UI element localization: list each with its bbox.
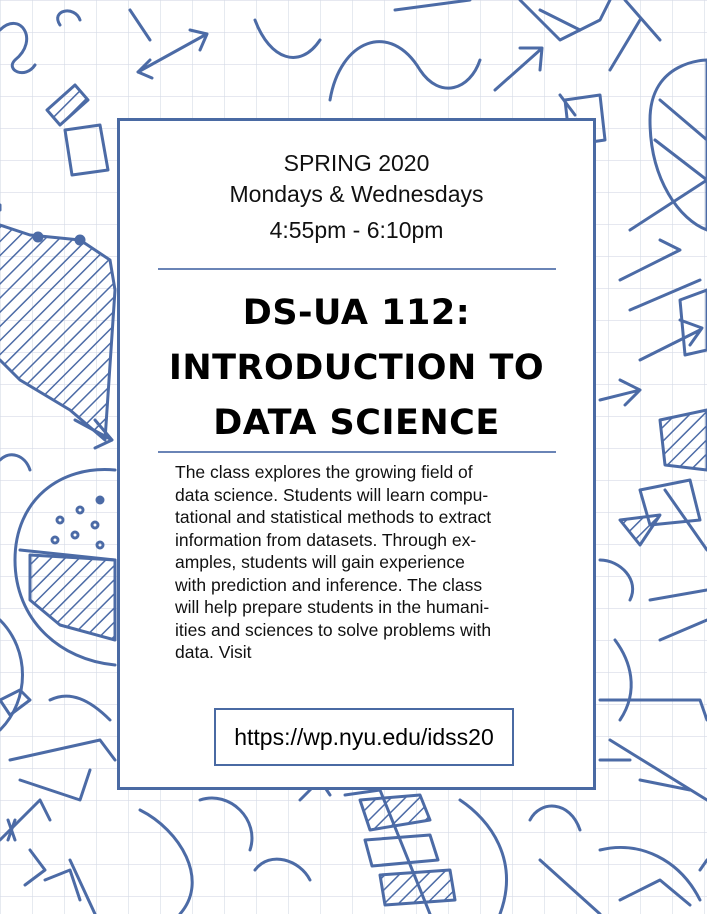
bottom-divider <box>158 451 556 453</box>
description-line: with prediction and inference. The class <box>175 574 483 595</box>
description-line: data science. Students will learn compu- <box>175 484 489 505</box>
course-url-link[interactable]: https://wp.nyu.edu/idss20 <box>214 708 514 766</box>
description-line: data. Visit <box>175 642 252 662</box>
course-description <box>175 461 545 664</box>
term-label: SPRING 2020 <box>283 150 430 176</box>
description-line: will help prepare students in the humani- <box>175 597 490 617</box>
description-line: amples, students will gain experience <box>175 552 465 572</box>
course-title-line-2: DATA SCIENCE <box>213 403 500 443</box>
course-title-line-1: INTRODUCTION TO <box>168 348 545 388</box>
meeting-days: Mondays & Wednesdays <box>229 181 484 207</box>
course-card <box>117 118 596 790</box>
description-line: ities and sciences to solve problems with <box>175 619 492 640</box>
description-line: tational and statistical methods to extract <box>175 507 492 527</box>
meeting-time: 4:55pm - 6:10pm <box>269 217 444 243</box>
description-line: information from datasets. Through ex- <box>175 529 477 550</box>
top-divider <box>158 268 556 270</box>
course-code: DS-UA 112: <box>242 293 471 333</box>
description-line: The class explores the growing field of <box>175 462 473 482</box>
